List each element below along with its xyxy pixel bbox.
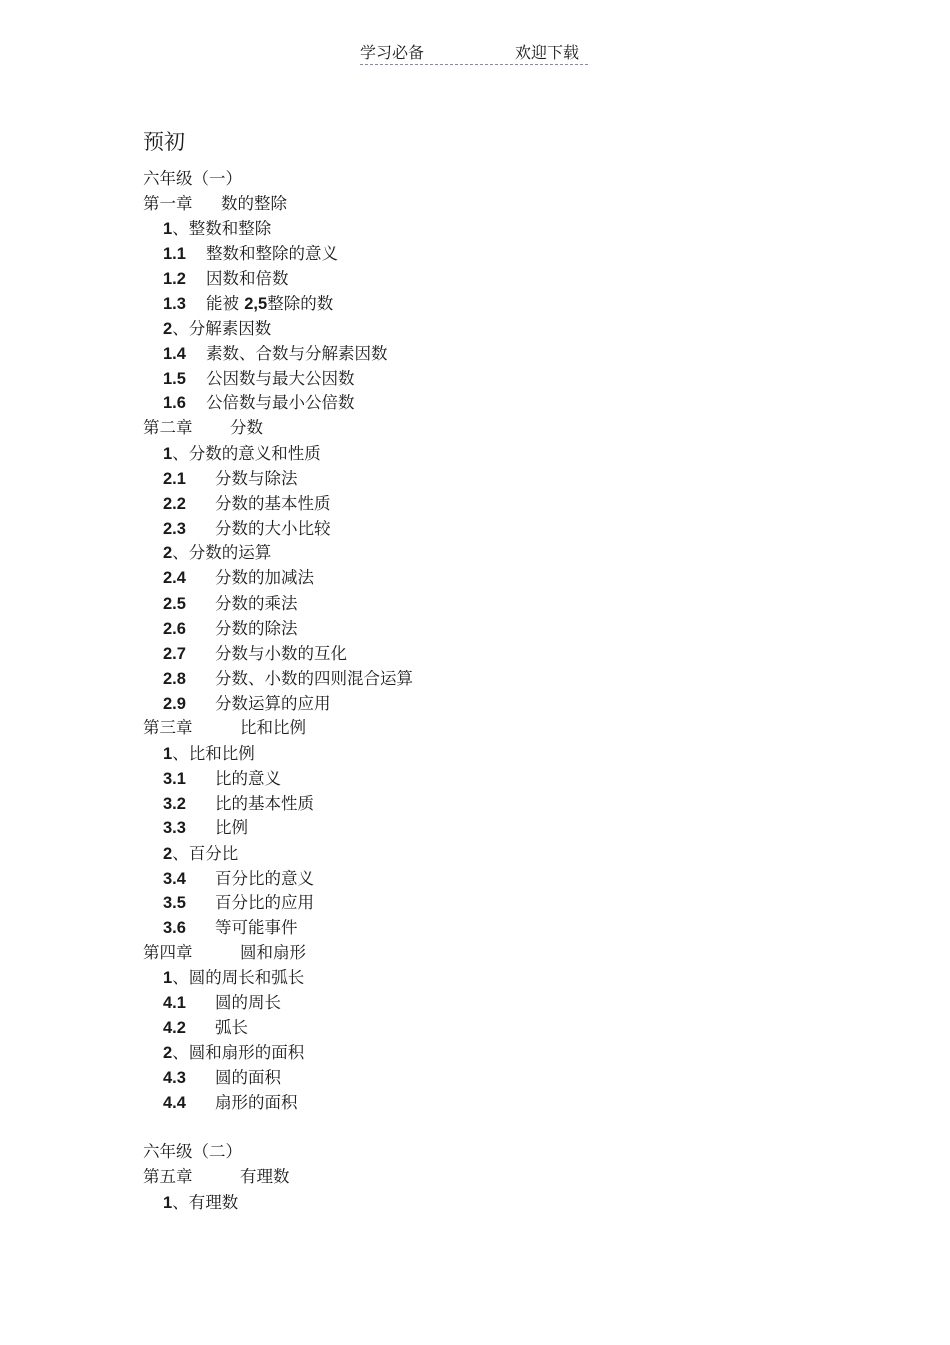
lesson-number: 1.2 bbox=[163, 270, 186, 288]
lesson-number: 1.3 bbox=[163, 295, 186, 313]
grade-heading: 六年级（一） bbox=[143, 169, 242, 188]
lesson-title: 公倍数与最小公倍数 bbox=[206, 393, 355, 412]
section-heading bbox=[163, 541, 271, 565]
section-heading bbox=[163, 217, 271, 241]
section-title: 、圆的周长和弧长 bbox=[172, 968, 305, 987]
chapter-title: 比和比例 bbox=[240, 718, 306, 737]
section-title: 、有理数 bbox=[172, 1193, 239, 1212]
lesson-number: 2.9 bbox=[163, 695, 186, 713]
section-heading bbox=[163, 1041, 304, 1065]
lesson-title: 素数、合数与分解素因数 bbox=[206, 344, 388, 363]
lesson-item bbox=[163, 592, 298, 616]
lesson-title: 分数与小数的互化 bbox=[215, 644, 347, 663]
chapter-title: 数的整除 bbox=[221, 194, 287, 213]
lesson-title-post: 整除的数 bbox=[267, 294, 334, 313]
lesson-title: 扇形的面积 bbox=[215, 1093, 298, 1112]
lesson-item bbox=[163, 867, 314, 891]
section-number: 1 bbox=[163, 1194, 173, 1212]
lesson-number: 4.3 bbox=[163, 1069, 186, 1087]
lesson-number: 3.1 bbox=[163, 770, 186, 788]
section-number: 2 bbox=[163, 1044, 173, 1062]
chapter-label: 第三章 bbox=[143, 718, 193, 737]
lesson-item bbox=[163, 991, 281, 1015]
section-title: 、比和比例 bbox=[172, 744, 255, 763]
section-title: 、整数和整除 bbox=[172, 219, 272, 238]
lesson-number: 4.1 bbox=[163, 994, 186, 1012]
section-title: 、分数的意义和性质 bbox=[172, 444, 321, 463]
lesson-title: 公因数与最大公因数 bbox=[206, 369, 355, 388]
lesson-title: 分数的乘法 bbox=[215, 594, 298, 613]
section-number: 1 bbox=[163, 445, 173, 463]
lesson-item bbox=[163, 242, 338, 266]
lesson-item bbox=[163, 342, 388, 366]
lesson-title-numbers: 2,5 bbox=[244, 295, 268, 313]
lesson-number: 2.4 bbox=[163, 569, 186, 587]
chapter-label: 第五章 bbox=[143, 1167, 193, 1186]
lesson-item bbox=[163, 816, 248, 840]
lesson-title: 因数和倍数 bbox=[206, 269, 289, 288]
lesson-title: 分数与除法 bbox=[215, 469, 298, 488]
chapter-heading bbox=[143, 1165, 290, 1189]
section-heading bbox=[163, 742, 255, 766]
lesson-title: 圆的周长 bbox=[215, 993, 281, 1012]
lesson-number: 3.4 bbox=[163, 870, 186, 888]
lesson-item bbox=[163, 492, 331, 516]
section-title: 、百分比 bbox=[172, 844, 239, 863]
chapter-label: 第四章 bbox=[143, 943, 193, 962]
section-number: 2 bbox=[163, 544, 173, 562]
lesson-number: 3.6 bbox=[163, 919, 186, 937]
lesson-number: 3.3 bbox=[163, 819, 186, 837]
lesson-item bbox=[163, 517, 331, 541]
lesson-title: 分数、小数的四则混合运算 bbox=[215, 669, 413, 688]
section-title: 、分数的运算 bbox=[172, 543, 272, 562]
lesson-number: 2.6 bbox=[163, 620, 186, 638]
lesson-item bbox=[163, 1091, 298, 1115]
section-heading bbox=[163, 1191, 238, 1215]
lesson-title: 比例 bbox=[215, 818, 248, 837]
section-number: 2 bbox=[163, 845, 173, 863]
lesson-number: 1.1 bbox=[163, 245, 186, 263]
chapter-title: 有理数 bbox=[240, 1167, 290, 1186]
lesson-item bbox=[163, 1066, 281, 1090]
lesson-item bbox=[163, 667, 413, 691]
lesson-item bbox=[163, 916, 298, 940]
lesson-title: 分数的加减法 bbox=[215, 568, 314, 587]
section-title: 、分解素因数 bbox=[172, 319, 272, 338]
chapter-title: 分数 bbox=[230, 418, 263, 437]
lesson-title: 百分比的应用 bbox=[215, 893, 314, 912]
chapter-heading bbox=[143, 941, 306, 965]
chapter-title: 圆和扇形 bbox=[240, 943, 306, 962]
lesson-title: 比的意义 bbox=[215, 769, 281, 788]
chapter-label: 第一章 bbox=[143, 194, 193, 213]
section-heading bbox=[163, 442, 321, 466]
section-number: 2 bbox=[163, 320, 173, 338]
lesson-number: 1.5 bbox=[163, 370, 186, 388]
lesson-number: 2.2 bbox=[163, 495, 186, 513]
chapter-heading bbox=[143, 716, 306, 740]
header-right-text: 欢迎下载 bbox=[515, 43, 580, 62]
lesson-number: 2.7 bbox=[163, 645, 186, 663]
lesson-title: 百分比的意义 bbox=[215, 869, 314, 888]
lesson-number: 4.4 bbox=[163, 1094, 186, 1112]
lesson-item bbox=[163, 642, 347, 666]
lesson-title: 等可能事件 bbox=[215, 918, 298, 937]
lesson-item bbox=[163, 367, 355, 391]
lesson-item bbox=[163, 617, 298, 641]
section-heading bbox=[163, 317, 271, 341]
lesson-item bbox=[163, 1016, 248, 1040]
lesson-item bbox=[163, 467, 298, 491]
lesson-title: 圆的面积 bbox=[215, 1068, 281, 1087]
lesson-item bbox=[163, 292, 333, 316]
lesson-title: 弧长 bbox=[215, 1018, 248, 1037]
lesson-title: 分数的除法 bbox=[215, 619, 298, 638]
chapter-heading bbox=[143, 192, 287, 216]
section-heading bbox=[163, 842, 238, 866]
lesson-title: 整数和整除的意义 bbox=[206, 244, 338, 263]
lesson-item bbox=[163, 391, 355, 415]
lesson-title: 分数运算的应用 bbox=[215, 694, 331, 713]
lesson-title: 比的基本性质 bbox=[215, 794, 314, 813]
lesson-number: 2.3 bbox=[163, 520, 186, 538]
lesson-number: 1.6 bbox=[163, 394, 186, 412]
lesson-number: 4.2 bbox=[163, 1019, 186, 1037]
lesson-number: 2.8 bbox=[163, 670, 186, 688]
header-left-text: 学习必备 bbox=[360, 43, 425, 62]
lesson-title-pre: 能被 bbox=[206, 294, 239, 313]
lesson-item bbox=[163, 267, 289, 291]
chapter-label: 第二章 bbox=[143, 418, 193, 437]
lesson-item bbox=[163, 891, 314, 915]
grade-heading: 六年级（二） bbox=[143, 1142, 242, 1161]
lesson-number: 2.1 bbox=[163, 470, 186, 488]
lesson-number: 1.4 bbox=[163, 345, 186, 363]
lesson-number: 3.5 bbox=[163, 894, 186, 912]
section-heading bbox=[163, 966, 304, 990]
section-title: 、圆和扇形的面积 bbox=[172, 1043, 305, 1062]
page-title: 预初 bbox=[143, 130, 185, 154]
lesson-number: 3.2 bbox=[163, 795, 186, 813]
lesson-item bbox=[163, 566, 314, 590]
lesson-title: 分数的大小比较 bbox=[215, 519, 331, 538]
page-header bbox=[360, 42, 588, 65]
chapter-heading bbox=[143, 416, 263, 440]
lesson-item bbox=[163, 792, 314, 816]
lesson-title: 分数的基本性质 bbox=[215, 494, 331, 513]
lesson-item bbox=[163, 692, 331, 716]
lesson-number: 2.5 bbox=[163, 595, 186, 613]
section-number: 1 bbox=[163, 220, 173, 238]
lesson-item bbox=[163, 767, 281, 791]
section-number: 1 bbox=[163, 745, 173, 763]
section-number: 1 bbox=[163, 969, 173, 987]
